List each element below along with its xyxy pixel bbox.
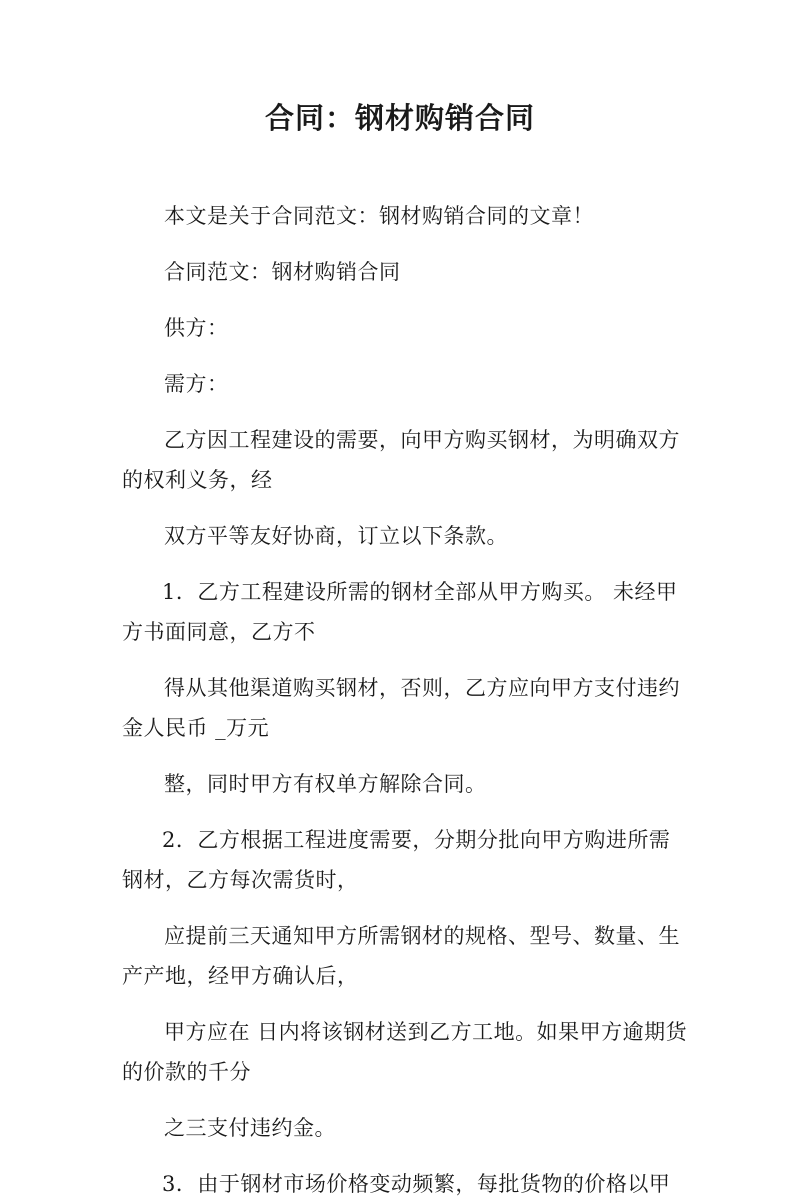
clause-line: 金人民币 _万元: [122, 716, 270, 740]
clause-line: 得从其他渠道购买钢材，否则，乙方应向甲方支付违约: [164, 676, 680, 700]
paragraph-line: 本文是关于合同范文：钢材购销合同的文章！: [164, 204, 594, 228]
clause-line: 3．由于钢材市场价格变动频繁，每批货物的价格以甲: [162, 1172, 671, 1196]
paragraph-line: 双方平等友好协商，订立以下条款。: [164, 524, 508, 548]
clause-line: 甲方应在 日内将该钢材送到乙方工地。如果甲方逾期货: [164, 1020, 688, 1044]
clause-line: 钢材，乙方每次需货时，: [122, 868, 359, 892]
clause-line: 应提前三天通知甲方所需钢材的规格、型号、数量、生: [164, 924, 680, 948]
clause-line: 产产地，经甲方确认后，: [122, 964, 359, 988]
paragraph-line: 供方：: [164, 316, 229, 340]
clause-line: 之三支付违约金。: [164, 1116, 336, 1140]
clause-line: 1．乙方工程建设所需的钢材全部从甲方购买。 未经甲: [162, 580, 678, 604]
document-body: [122, 196, 692, 1204]
paragraph-line: 的权利义务，经: [122, 468, 273, 492]
clause-line: 方书面同意，乙方不: [122, 620, 316, 644]
paragraph-line: 合同范文：钢材购销合同: [164, 260, 401, 284]
paragraph-line: 乙方因工程建设的需要，向甲方购买钢材，为明确双方: [164, 428, 680, 452]
paragraph-line: 需方：: [164, 372, 229, 396]
clause-line: 2．乙方根据工程进度需要，分期分批向甲方购进所需: [162, 828, 671, 852]
clause-line: 的价款的千分: [122, 1060, 251, 1084]
document-title: 合同：钢材购销合同: [264, 101, 535, 135]
clause-line: 整，同时甲方有权单方解除合同。: [164, 772, 487, 796]
